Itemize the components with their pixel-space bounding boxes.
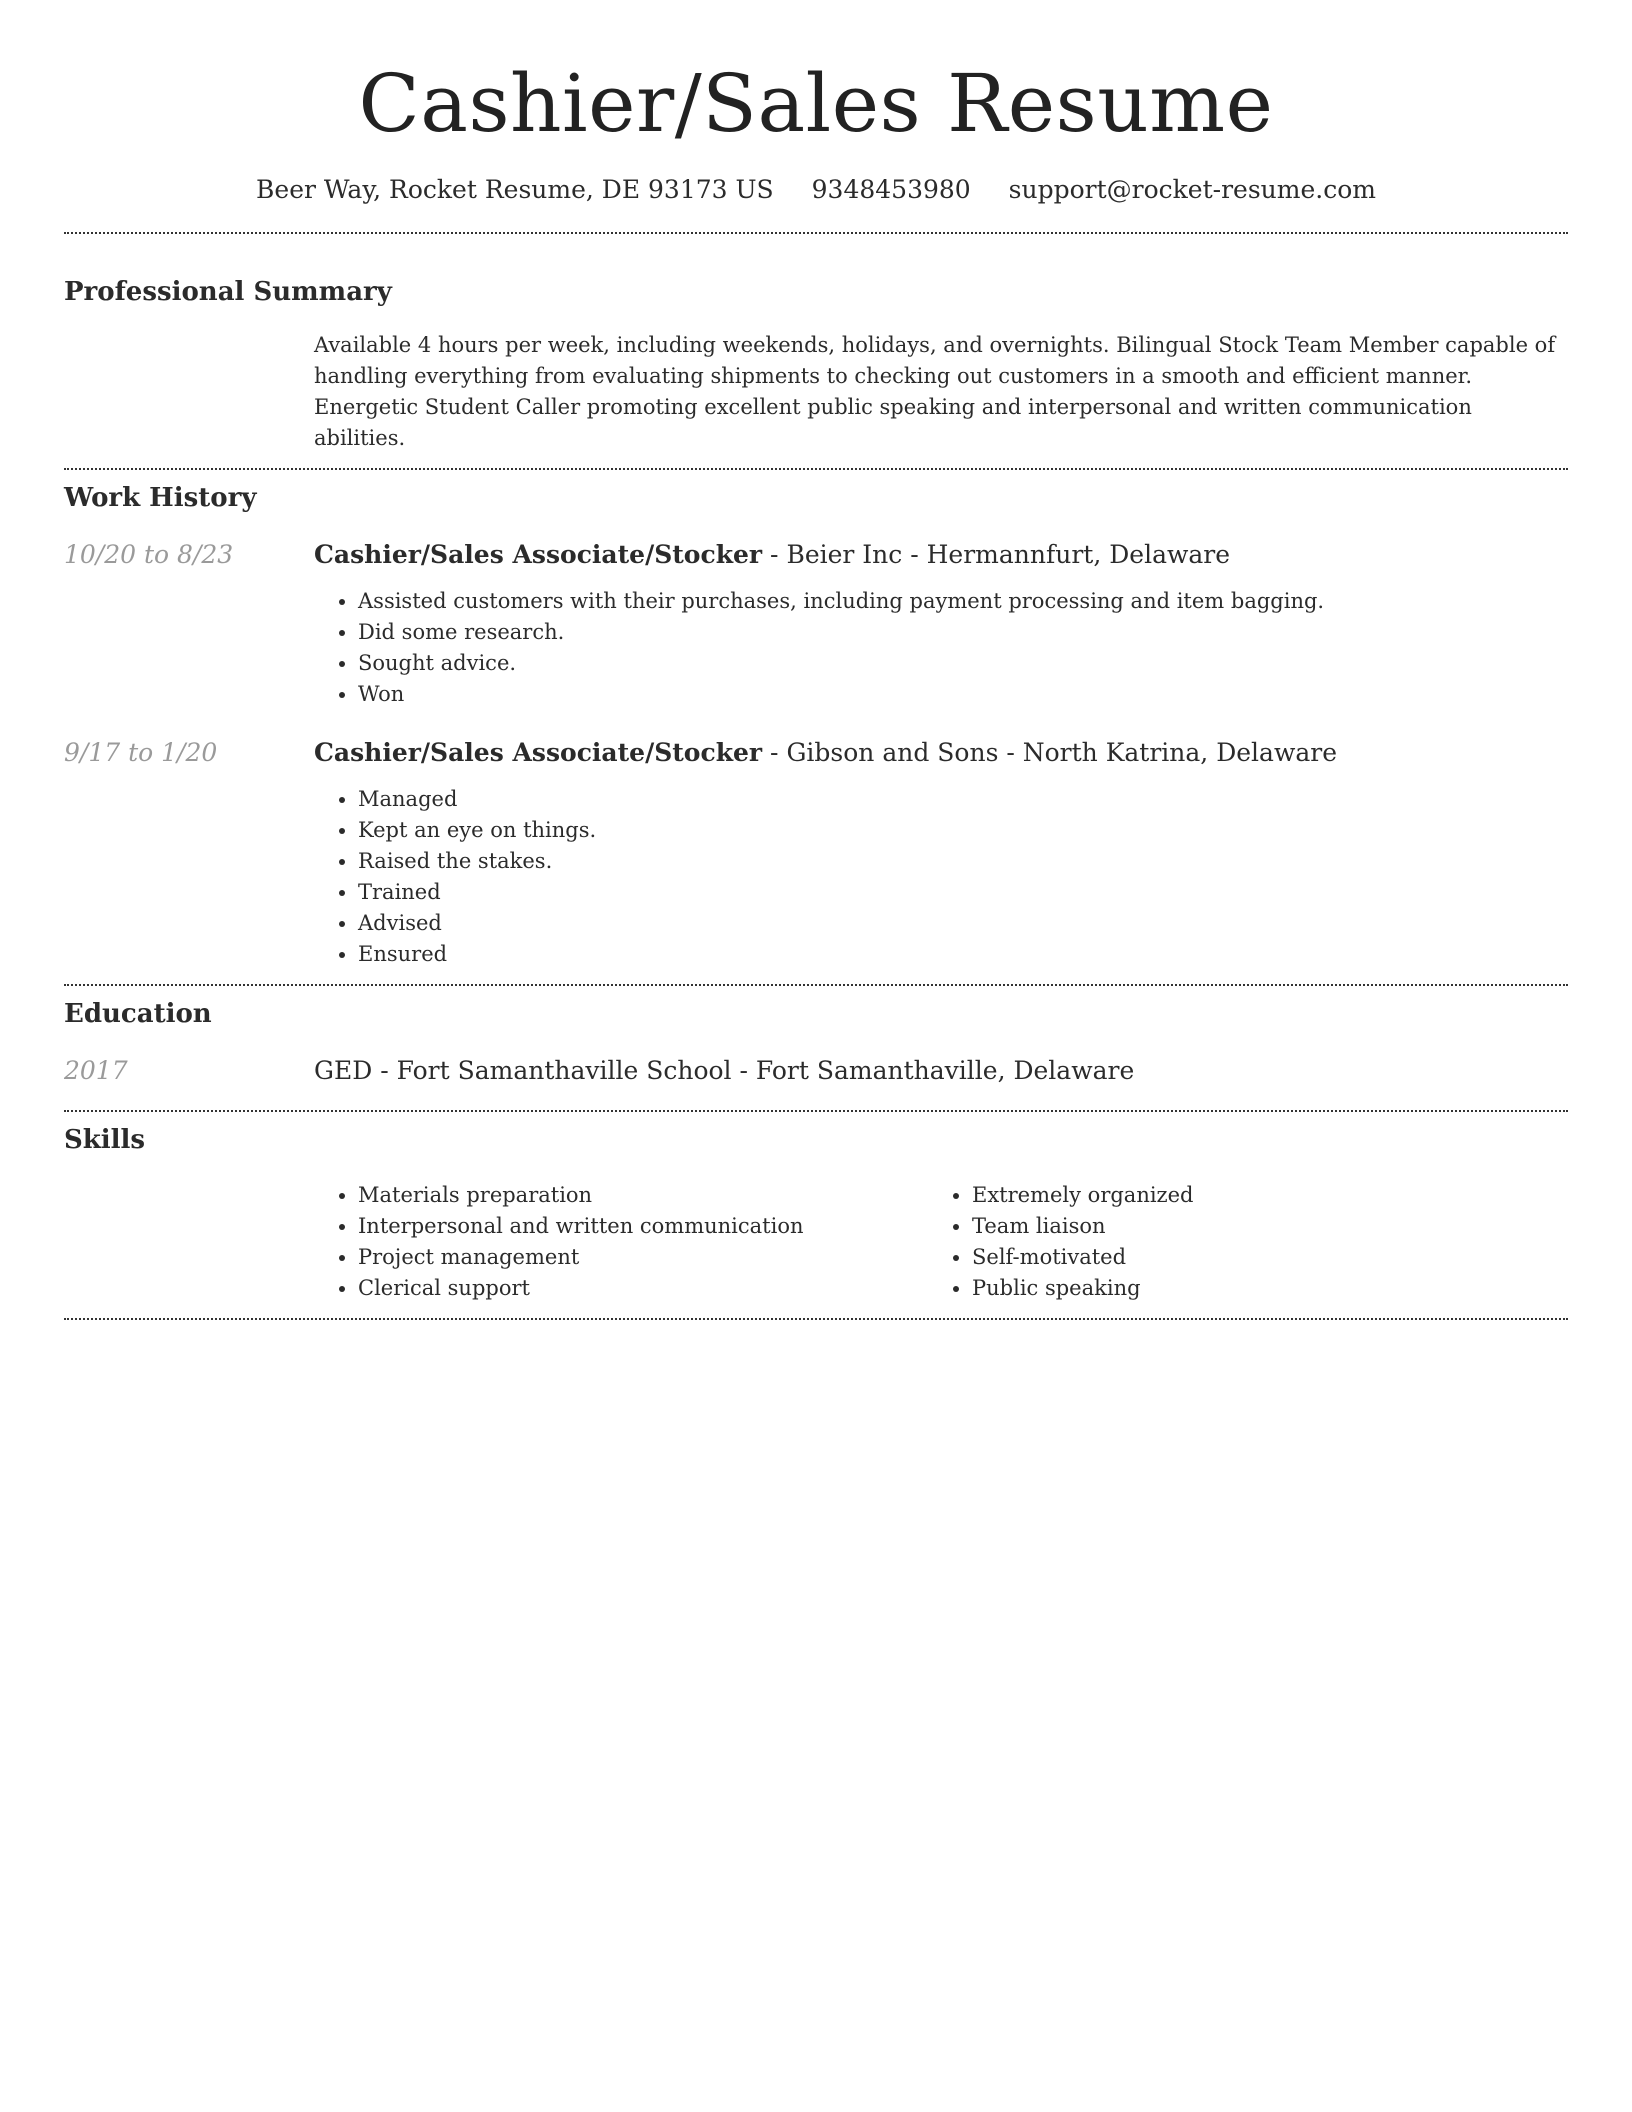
- list-item: • Won: [358, 679, 1568, 710]
- job-dates: 9/17 to 1/20: [64, 738, 218, 767]
- job-entry: [64, 538, 1568, 710]
- list-item: • Clerical support: [358, 1273, 928, 1304]
- resume-title: Cashier/Sales Resume: [358, 57, 1274, 150]
- job-dates: 10/20 to 8/23: [64, 540, 234, 569]
- list-item: • Public speaking: [972, 1273, 1542, 1304]
- contact-email: support@rocket-resume.com: [1008, 175, 1376, 204]
- list-item: • Ensured: [358, 939, 1568, 970]
- skills-column-left: [314, 1180, 928, 1304]
- education-text: GED - Fort Samanthaville School - Fort Samanthaville, Delaware: [314, 1056, 1135, 1085]
- job-heading: [314, 538, 1568, 572]
- skills-grid: [314, 1180, 1568, 1304]
- list-item: • Team liaison: [972, 1211, 1542, 1242]
- job-entry: [64, 736, 1568, 970]
- list-item: • Self-motivated: [972, 1242, 1542, 1273]
- summary-text: Available 4 hours per week, including weekends, holidays, and overnights. Bilingual Stock Team Member capable of handling everything from evaluating shipments to checking out customers in a smooth and efficient manner. Energetic Student Caller promoting excellent public speaking and interpersonal and written communication abilities.: [314, 333, 1556, 450]
- list-item: • Raised the stakes.: [358, 846, 1568, 877]
- divider: [64, 1110, 1568, 1112]
- list-item: • Trained: [358, 877, 1568, 908]
- job-details: - Gibson and Sons - North Katrina, Delaware: [762, 738, 1337, 767]
- list-item: • Extremely organized: [972, 1180, 1542, 1211]
- contact-address: Beer Way, Rocket Resume, DE 93173 US: [256, 175, 774, 204]
- job-role: Cashier/Sales Associate/Stocker: [314, 540, 763, 569]
- list-item: • Materials preparation: [358, 1180, 928, 1211]
- skills-column-right: [928, 1180, 1542, 1304]
- section-title-skills: Skills: [64, 1125, 146, 1155]
- list-item: • Managed: [358, 784, 1568, 815]
- divider: [64, 232, 1568, 234]
- list-item: • Advised: [358, 908, 1568, 939]
- list-item: • Did some research.: [358, 617, 1568, 648]
- contact-line: [64, 172, 1568, 208]
- job-heading: [314, 736, 1568, 770]
- job-role: Cashier/Sales Associate/Stocker: [314, 738, 763, 767]
- section-summary: [64, 274, 1568, 454]
- list-item: • Interpersonal and written communication: [358, 1211, 928, 1242]
- section-title-work: Work History: [64, 483, 257, 513]
- list-item: • Project management: [358, 1242, 928, 1273]
- section-work-history: [64, 480, 1568, 970]
- section-education: [64, 996, 1568, 1088]
- section-title-summary: Professional Summary: [64, 277, 392, 307]
- divider: [64, 984, 1568, 986]
- section-skills: [64, 1122, 1568, 1304]
- education-dates: 2017: [64, 1056, 128, 1085]
- list-item: • Sought advice.: [358, 648, 1568, 679]
- education-entry: [64, 1054, 1568, 1088]
- list-item: • Kept an eye on things.: [358, 815, 1568, 846]
- divider: [64, 1318, 1568, 1320]
- job-details: - Beier Inc - Hermannfurt, Delaware: [762, 540, 1231, 569]
- section-title-education: Education: [64, 999, 212, 1029]
- job-bullets: [314, 586, 1568, 710]
- divider: [64, 468, 1568, 470]
- list-item: • Assisted customers with their purchases, including payment processing and item bagging.: [358, 586, 1568, 617]
- contact-phone: 9348453980: [811, 175, 971, 204]
- job-bullets: [314, 784, 1568, 970]
